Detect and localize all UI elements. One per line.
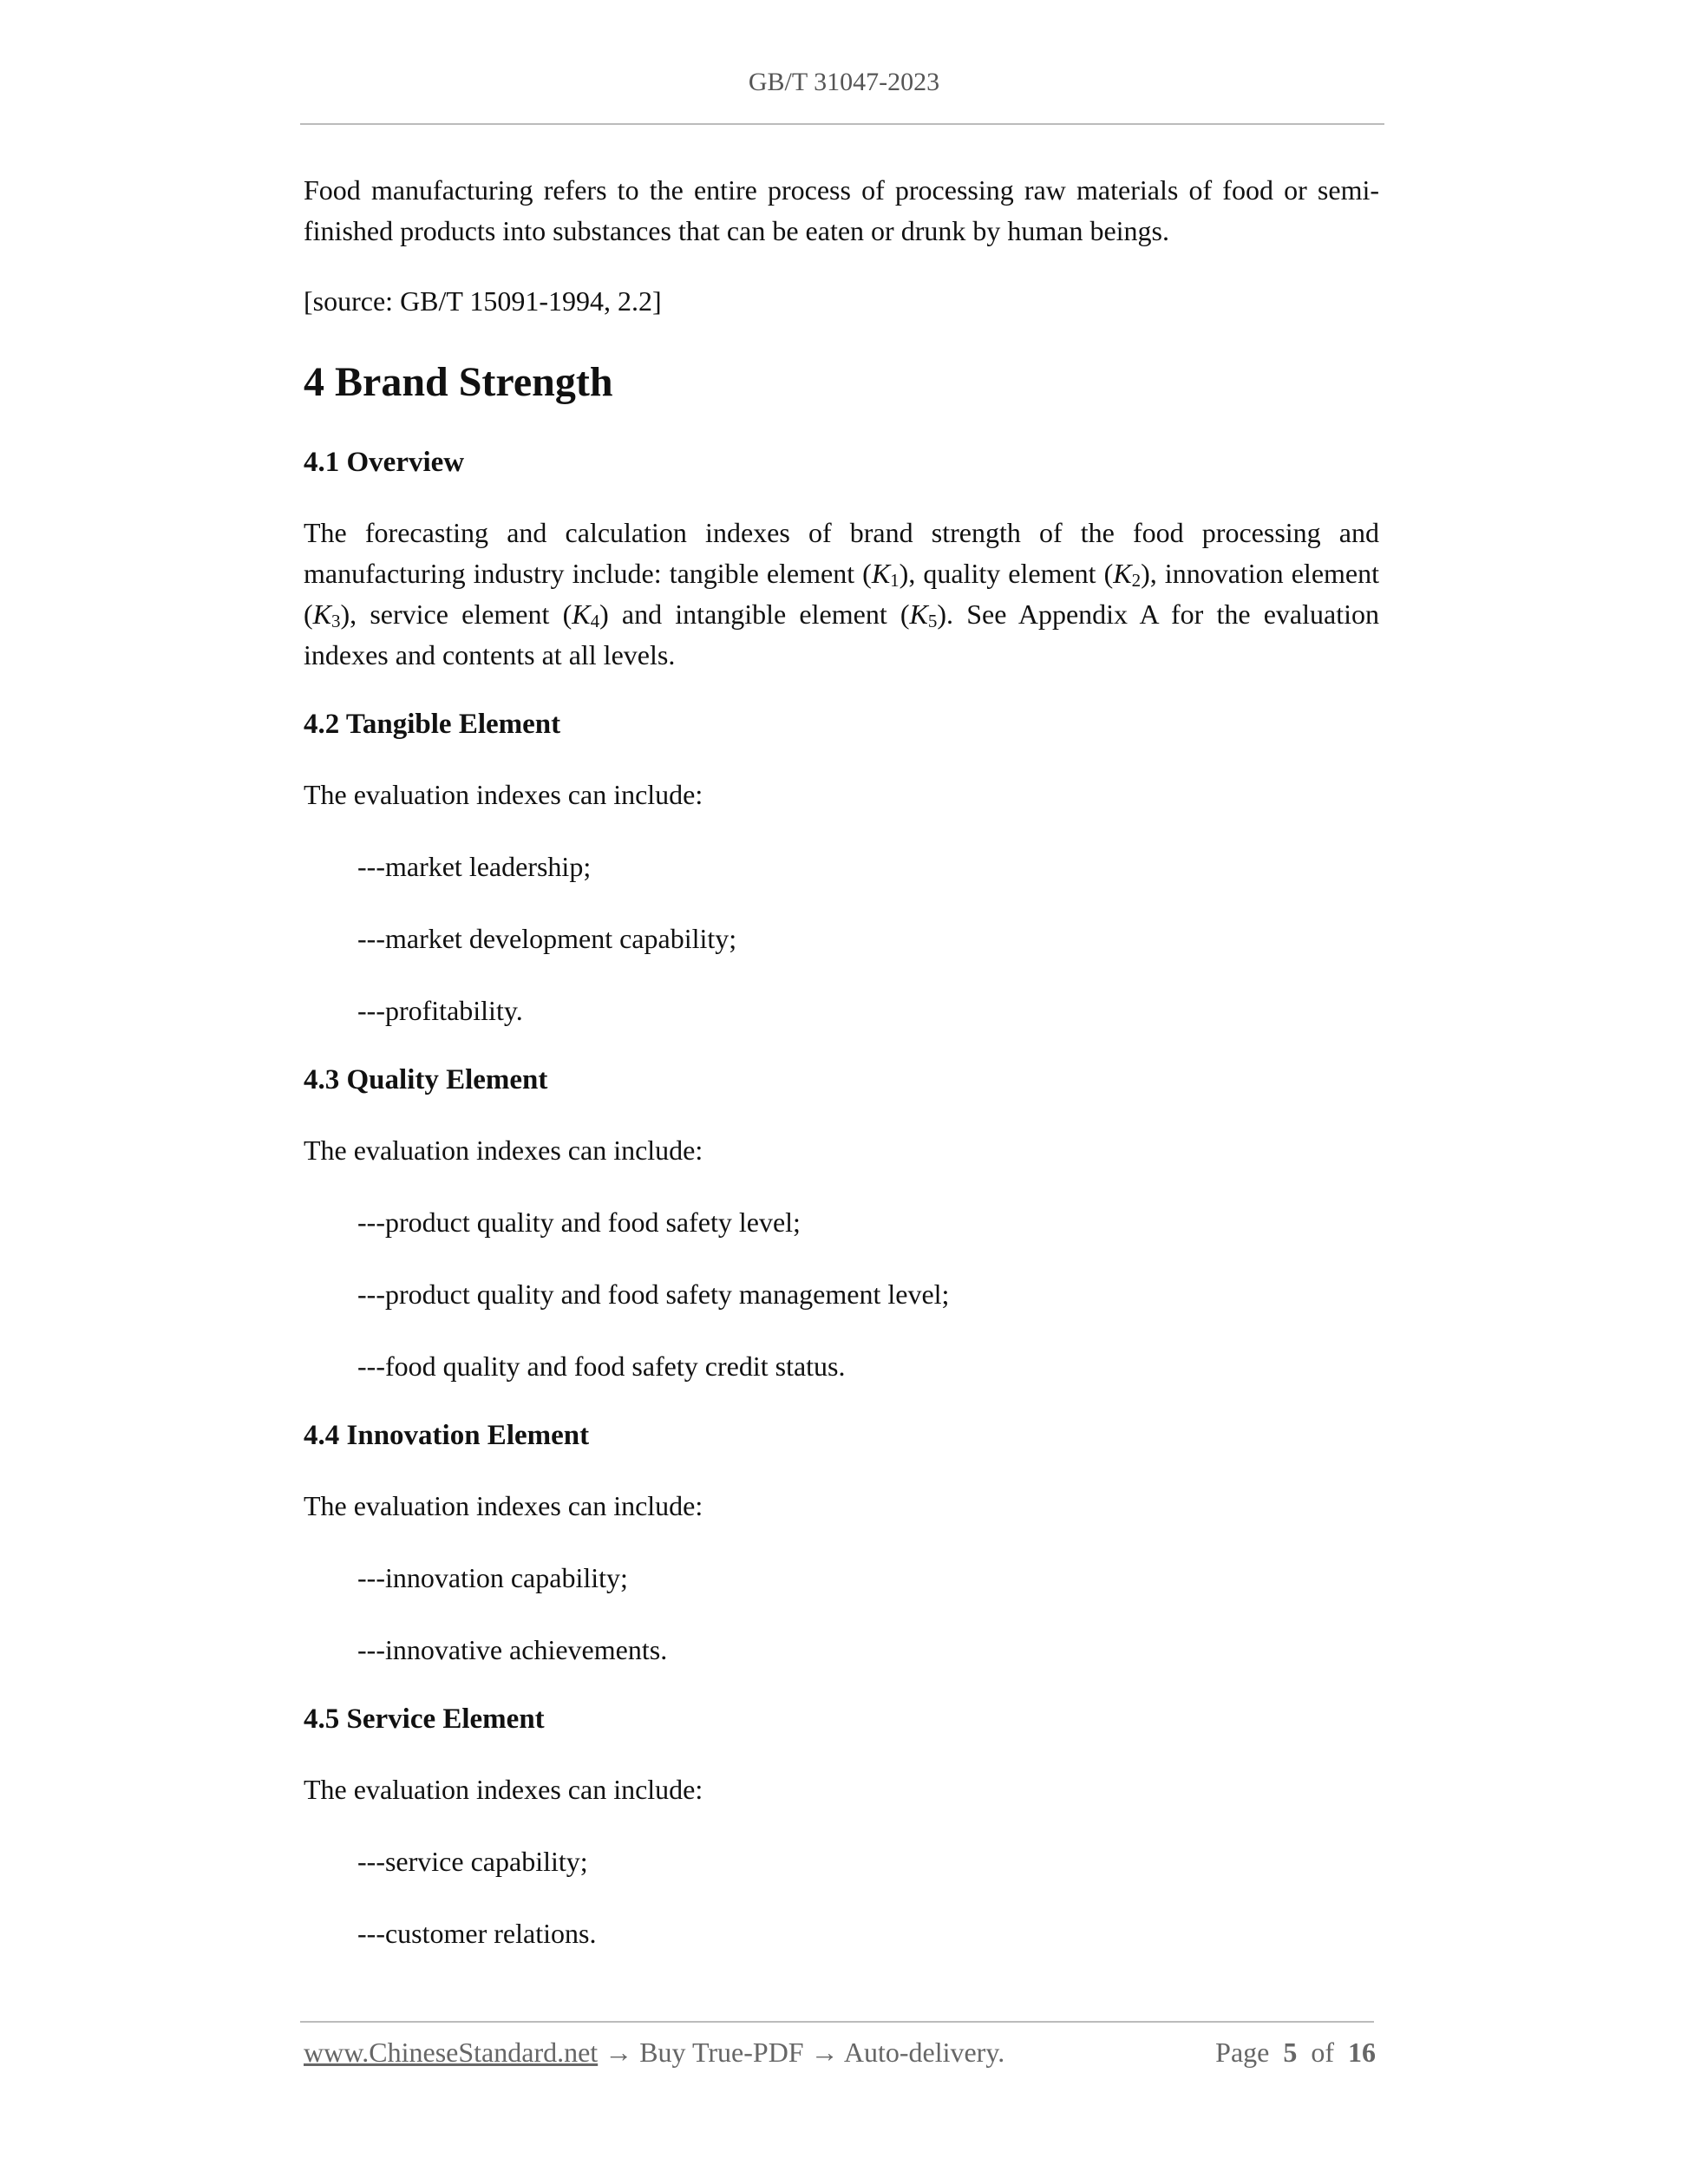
- list-item: ---innovative achievements.: [357, 1634, 668, 1665]
- section-4-heading: 4 Brand Strength: [304, 359, 613, 405]
- section-4-2-heading: 4.2 Tangible Element: [304, 709, 561, 740]
- section-4-5-intro: The evaluation indexes can include:: [304, 1774, 703, 1805]
- page-body: [304, 170, 1379, 1954]
- page-counter: [1215, 2037, 1376, 2069]
- overview-paragraph: The forecasting and calculation indexes of brand strength of the food processing and manufacturing industry include: tangible element (K1), quality element (K2), innovation element (K3), service element (K4) and intangible element (K5). See Appendix A for the evaluation indexes and contents at all levels.: [304, 517, 1380, 670]
- footer-promo: [304, 2037, 1004, 2069]
- page-footer: [304, 2037, 1376, 2069]
- arrow-icon: →: [605, 2037, 633, 2068]
- section-4-3-intro: The evaluation indexes can include:: [304, 1135, 703, 1166]
- arrow-icon: →: [810, 2037, 839, 2068]
- section-4-4-intro: The evaluation indexes can include:: [304, 1490, 703, 1521]
- list-item: ---product quality and food safety level;: [357, 1206, 801, 1238]
- list-item: ---customer relations.: [357, 1918, 597, 1949]
- section-4-2-intro: The evaluation indexes can include:: [304, 779, 703, 810]
- of-label: of: [1311, 2037, 1334, 2068]
- page-header: GB/T 31047-2023: [748, 68, 940, 96]
- list-item: ---market leadership;: [357, 851, 592, 882]
- section-4-1-heading: 4.1 Overview: [304, 447, 465, 478]
- list-item: ---innovation capability;: [357, 1562, 628, 1593]
- list-item: ---profitability.: [357, 995, 523, 1026]
- definition-paragraph: Food manufacturing refers to the entire process of processing raw materials of food or semi-finished products into substances that can be eaten or drunk by human beings.: [304, 174, 1379, 246]
- section-4-3-heading: 4.3 Quality Element: [304, 1064, 548, 1095]
- list-item: ---market development capability;: [357, 923, 737, 954]
- website-link[interactable]: www.ChineseStandard.net: [304, 2037, 599, 2068]
- list-item: ---product quality and food safety management level;: [357, 1278, 950, 1310]
- page-total: 16: [1348, 2037, 1376, 2068]
- buy-pdf-text: Buy True-PDF: [639, 2037, 804, 2068]
- page-number: 5: [1283, 2037, 1298, 2068]
- page-label: Page: [1215, 2037, 1270, 2068]
- list-item: ---food quality and food safety credit status.: [357, 1350, 846, 1382]
- auto-delivery-text: Auto-delivery.: [843, 2037, 1005, 2068]
- footer-divider: [300, 2021, 1374, 2023]
- section-4-5-heading: 4.5 Service Element: [304, 1703, 545, 1735]
- section-4-4-heading: 4.4 Innovation Element: [304, 1420, 590, 1451]
- source-citation: [source: GB/T 15091-1994, 2.2]: [304, 285, 662, 317]
- header-divider: [300, 123, 1384, 125]
- list-item: ---service capability;: [357, 1846, 588, 1877]
